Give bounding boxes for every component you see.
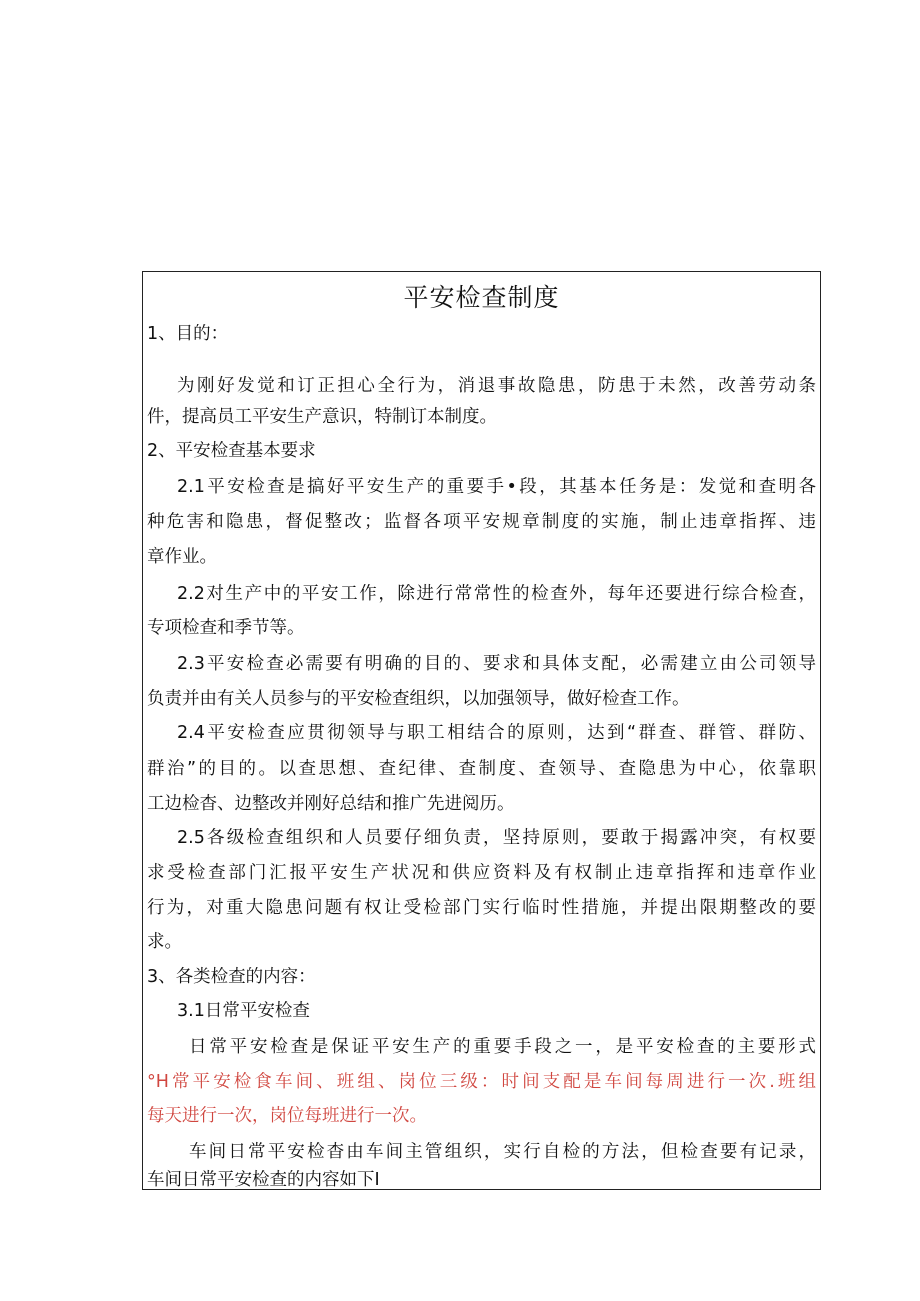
section-heading: 2、平安检查基本要求 [147, 441, 316, 461]
paragraph-line: 求受检查部门汇报平安生产状况和供应资料及有权制止违章指挥和违章作业 [147, 863, 816, 883]
paragraph-line: 2.1平安检查是搞好平安生产的重要手•段，其基本任务是：发觉和查明各 [177, 477, 816, 497]
section-heading: 3、各类检查的内容： [147, 967, 316, 987]
document-frame [142, 271, 821, 1190]
section-heading: 1、目的： [147, 324, 229, 344]
paragraph-line: 群治”的目的。以查思想、查纪律、查制度、查领导、查隐患为中心，依靠职 [147, 759, 816, 779]
paragraph-line: 2.5各级检查组织和人员要仔细负责，坚持原则，要敢于揭露冲突，有权要 [177, 828, 816, 848]
paragraph-line-red: °H常平安检食车间、班组、岗位三级：时间支配是车间每周进行一次.班组 [147, 1072, 816, 1092]
paragraph-line: 章作业。 [147, 547, 217, 567]
paragraph-line: 为刚好发觉和订正担心全行为，消退事故隐患，防患于未然，改善劳动条 [177, 376, 816, 396]
paragraph-line: 车间日常平安检杳由车间主管组织，实行自检的方法，但检查要有记录， [189, 1142, 816, 1162]
paragraph-line-red: 每天进行一次，岗位每班进行一次。 [147, 1106, 427, 1126]
paragraph-line: 2.2对生产中的平安工作，除进行常常性的检查外，每年还要进行综合检查， [177, 584, 816, 604]
paragraph-line: 2.3平安检查必需要有明确的目的、要求和具体支配，必需建立由公司领导 [177, 654, 816, 674]
paragraph-line: 专项检查和季节等。 [147, 618, 305, 638]
paragraph-line: 车间日常平安检查的内容如下I [147, 1170, 380, 1190]
paragraph-line: 工边检杳、边整改并刚好总结和推广先进阅历。 [147, 794, 515, 814]
paragraph-line: 负责并由有关人员参与的平安检查组织，以加强领导，做好检查工作。 [147, 689, 690, 709]
paragraph-line: 件，提高员工平安生产意识，特制订本制度。 [147, 407, 497, 427]
subsection-heading: 3.1日常平安检查 [177, 1001, 310, 1021]
paragraph-line: 求。 [147, 932, 182, 952]
paragraph-line: 种危害和隐患，督促整改；监督各项平安规章制度的实施，制止违章指挥、违 [147, 512, 816, 532]
paragraph-line: 2.4平安检查应贯彻领导与职工相结合的原则，达到“群查、群管、群防、 [177, 723, 816, 743]
document-title: 平安检查制度 [403, 283, 560, 312]
paragraph-line: 日常平安检查是保证平安生产的重要手段之一，是平安检查的主要形式 [189, 1037, 816, 1057]
paragraph-line: 行为，对重大隐患问题有权让受检部门实行临时性措施，并提出限期整改的要 [147, 898, 816, 918]
